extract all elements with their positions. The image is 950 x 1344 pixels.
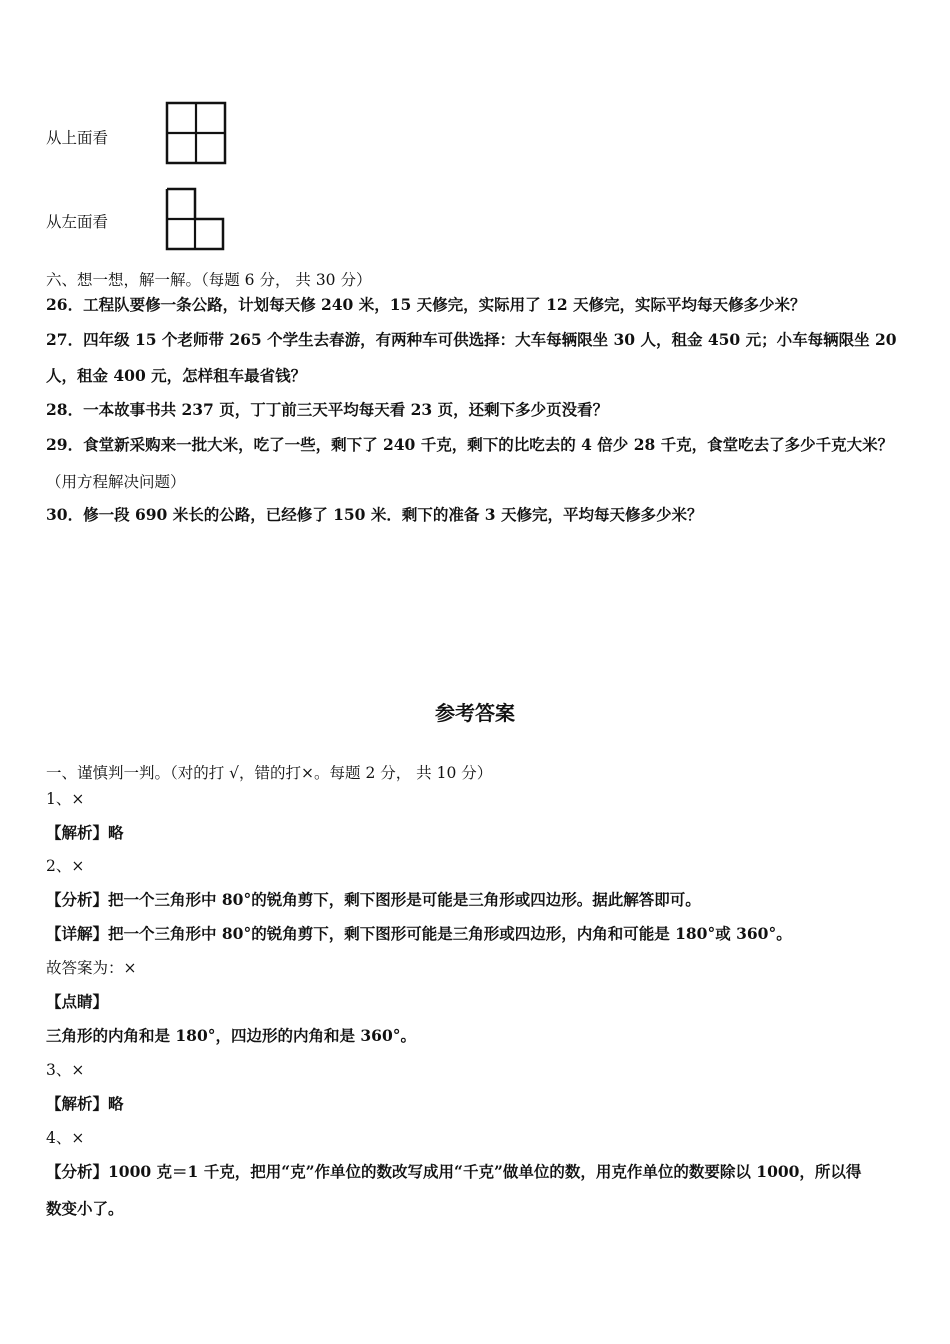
view-top-label: 从上面看 [46, 129, 109, 147]
question-28: 28．一本故事书共 237 页，丁丁前三天平均每天看 23 页，还剩下多少页没看？ [46, 400, 609, 419]
left-view-figure [164, 186, 226, 252]
question-30: 30．修一段 690 米长的公路，已经修了 150 米．剩下的准备 3 天修完，平均每天修多少米？ [46, 505, 703, 524]
answer-2-detail: 【详解】把一个三角形中 80°的锐角剪下，剩下图形可能是三角形或四边形，内角和可能是 180°或 360°。 [46, 924, 792, 943]
answer-1: 1、× [46, 790, 85, 808]
answer-4-analysis-line2: 数变小了。 [46, 1199, 124, 1218]
top-view-figure [164, 100, 228, 166]
answer-2: 2、× [46, 857, 85, 875]
answers-section1-heading: 一、谨慎判一判。（对的打 √，错的打×。每题 2 分， 共 10 分） [46, 764, 493, 782]
question-29-line1: 29．食堂新采购来一批大米，吃了一些，剩下了 240 千克，剩下的比吃去的 4 倍少 28 千克，食堂吃去了多少千克大米？ [46, 435, 894, 454]
answer-2-point-label: 【点睛】 [46, 992, 109, 1011]
answer-2-point: 三角形的内角和是 180°，四边形的内角和是 360°。 [46, 1026, 417, 1045]
section6-heading: 六、想一想，解一解。（每题 6 分， 共 30 分） [46, 271, 372, 289]
answer-2-analysis: 【分析】把一个三角形中 80°的锐角剪下，剩下图形是可能是三角形或四边形。据此解答即可。 [46, 890, 701, 909]
question-29-line2: （用方程解决问题） [46, 473, 186, 491]
view-left-label: 从左面看 [46, 213, 109, 231]
answer-4: 4、× [46, 1129, 85, 1147]
answers-title: 参考答案 [435, 701, 515, 725]
answer-4-analysis-line1: 【分析】1000 克＝1 千克，把用“克”作单位的数改写成用“千克”做单位的数，用克作单位的数要除以 1000，所以得 [46, 1162, 862, 1181]
question-27-line2: 人，租金 400 元，怎样租车最省钱？ [46, 366, 307, 385]
question-27-line1: 27．四年级 15 个老师带 265 个学生去春游，有两种车可供选择：大车每辆限坐 30 人，租金 450 元；小车每辆限坐 20 [46, 330, 897, 349]
answer-3-note: 【解析】略 [46, 1094, 124, 1113]
answer-3: 3、× [46, 1061, 85, 1079]
answer-2-final: 故答案为：× [46, 959, 137, 977]
answer-1-note: 【解析】略 [46, 823, 124, 842]
question-26: 26．工程队要修一条公路，计划每天修 240 米，15 天修完，实际用了 12 天修完，实际平均每天修多少米？ [46, 295, 806, 314]
